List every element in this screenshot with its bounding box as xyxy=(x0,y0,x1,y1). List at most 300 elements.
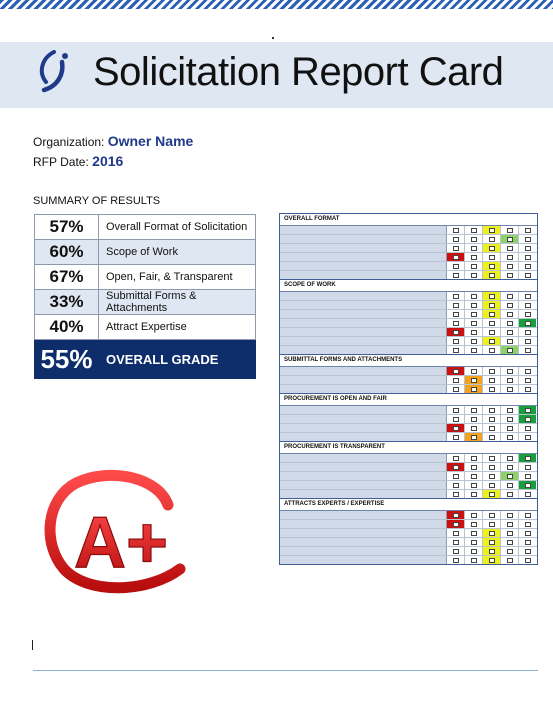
rating-cell xyxy=(465,301,483,309)
checklist-row xyxy=(280,346,537,354)
rating-cell-selected xyxy=(483,310,501,318)
rating-cell xyxy=(501,481,519,489)
criterion-text-blurred xyxy=(280,226,447,234)
rating-cell xyxy=(447,310,465,318)
checkbox-icon xyxy=(525,321,531,326)
checkbox-icon xyxy=(525,558,531,563)
checkbox-icon xyxy=(489,246,495,251)
checkbox-icon xyxy=(489,522,495,527)
checkbox-icon xyxy=(507,312,513,317)
rfp-date-label: RFP Date: xyxy=(33,155,89,169)
checkbox-icon xyxy=(507,273,513,278)
summary-percent: 57% xyxy=(35,215,99,240)
rating-cell xyxy=(465,244,483,252)
rating-cell xyxy=(483,472,501,480)
rating-cell-selected xyxy=(447,367,465,375)
checkbox-icon xyxy=(489,378,495,383)
rating-cell xyxy=(519,262,536,270)
criterion-text-blurred xyxy=(280,415,447,423)
checkbox-icon xyxy=(453,255,459,260)
checkbox-icon xyxy=(507,369,513,374)
checkbox-icon xyxy=(471,435,477,440)
rating-cell xyxy=(465,520,483,528)
checkbox-icon xyxy=(507,558,513,563)
criterion-text-blurred xyxy=(280,328,447,336)
checkbox-icon xyxy=(489,264,495,269)
checklist-row xyxy=(280,301,537,310)
checklist-row xyxy=(280,319,537,328)
checkbox-icon xyxy=(507,246,513,251)
checklist-section xyxy=(280,442,537,499)
checklist-row xyxy=(280,520,537,529)
checkbox-icon xyxy=(507,237,513,242)
checkbox-icon xyxy=(489,408,495,413)
criterion-text-blurred xyxy=(280,538,447,546)
checkbox-icon xyxy=(507,465,513,470)
checkbox-icon xyxy=(453,435,459,440)
checkbox-icon xyxy=(489,558,495,563)
checklist-section-title: PROCUREMENT IS TRANSPARENT xyxy=(280,442,537,454)
rating-cell xyxy=(501,226,519,234)
checkbox-icon xyxy=(453,321,459,326)
checklist-row xyxy=(280,262,537,271)
rating-cell xyxy=(501,415,519,423)
rating-cell xyxy=(483,454,501,462)
rating-cell xyxy=(447,262,465,270)
checkbox-icon xyxy=(507,348,513,353)
organization-label: Organization: xyxy=(33,135,105,149)
checkbox-icon xyxy=(507,549,513,554)
rating-cell xyxy=(519,490,536,498)
summary-table xyxy=(34,214,256,379)
checklist-row xyxy=(280,376,537,385)
rating-cell xyxy=(501,301,519,309)
rating-cell xyxy=(465,454,483,462)
checkbox-icon xyxy=(471,492,477,497)
checkbox-icon xyxy=(525,426,531,431)
checkbox-icon xyxy=(489,417,495,422)
checkbox-icon xyxy=(489,549,495,554)
checklist-row xyxy=(280,385,537,393)
rating-cell-selected xyxy=(519,415,536,423)
checkbox-icon xyxy=(525,417,531,422)
rating-cell xyxy=(501,406,519,414)
checklist-row xyxy=(280,556,537,564)
rating-cell xyxy=(501,376,519,384)
checkbox-icon xyxy=(453,246,459,251)
rating-cell xyxy=(519,538,536,546)
overall-percent: 55% xyxy=(35,340,99,379)
rating-cell xyxy=(501,328,519,336)
checkbox-icon xyxy=(507,456,513,461)
checkbox-icon xyxy=(507,513,513,518)
checkbox-icon xyxy=(453,513,459,518)
summary-label: Attract Expertise xyxy=(99,315,256,340)
criterion-text-blurred xyxy=(280,433,447,441)
overall-grade-row xyxy=(35,340,256,379)
checkbox-icon xyxy=(471,456,477,461)
rating-cell-selected xyxy=(447,520,465,528)
checkbox-icon xyxy=(507,474,513,479)
rating-cell xyxy=(519,235,536,243)
checkbox-icon xyxy=(489,492,495,497)
checkbox-icon xyxy=(489,339,495,344)
checkbox-icon xyxy=(471,408,477,413)
rating-cell-selected xyxy=(519,319,536,327)
rating-cell xyxy=(519,511,536,519)
summary-row xyxy=(35,290,256,315)
rating-cell-selected xyxy=(483,292,501,300)
rating-cell xyxy=(465,481,483,489)
rating-cell xyxy=(465,556,483,564)
rating-cell xyxy=(447,292,465,300)
rating-cell xyxy=(519,346,536,354)
rating-cell xyxy=(465,415,483,423)
rating-cell xyxy=(519,244,536,252)
checkbox-icon xyxy=(471,549,477,554)
checkbox-icon xyxy=(471,273,477,278)
rating-cell xyxy=(519,463,536,471)
checkbox-icon xyxy=(471,237,477,242)
checkbox-icon xyxy=(453,531,459,536)
checkbox-icon xyxy=(453,492,459,497)
checkbox-icon xyxy=(507,255,513,260)
criterion-text-blurred xyxy=(280,481,447,489)
rating-cell xyxy=(483,385,501,393)
checkbox-icon xyxy=(489,474,495,479)
organization-line xyxy=(33,133,193,149)
checklist-row xyxy=(280,310,537,319)
rating-cell xyxy=(501,253,519,261)
checklist-row xyxy=(280,328,537,337)
organization-value: Owner Name xyxy=(107,133,194,149)
text-cursor xyxy=(32,640,33,650)
rating-cell xyxy=(465,424,483,432)
checkbox-icon xyxy=(471,339,477,344)
checkbox-icon xyxy=(489,321,495,326)
checkbox-icon xyxy=(489,228,495,233)
rating-cell xyxy=(519,367,536,375)
checklist-row xyxy=(280,415,537,424)
checklist-row xyxy=(280,424,537,433)
checkbox-icon xyxy=(453,456,459,461)
checkbox-icon xyxy=(453,426,459,431)
rating-cell xyxy=(465,511,483,519)
summary-row xyxy=(35,315,256,340)
a-plus-grade-icon xyxy=(40,465,200,595)
checkbox-icon xyxy=(471,228,477,233)
rating-cell xyxy=(465,292,483,300)
checklist-row xyxy=(280,511,537,520)
rating-cell xyxy=(465,463,483,471)
criterion-text-blurred xyxy=(280,385,447,393)
checkbox-icon xyxy=(507,408,513,413)
checklist-row xyxy=(280,292,537,301)
checklist-section xyxy=(280,499,537,564)
checkbox-icon xyxy=(507,417,513,422)
bottom-rule xyxy=(33,670,538,671)
company-logo-icon xyxy=(32,48,76,94)
criterion-text-blurred xyxy=(280,547,447,555)
rating-cell xyxy=(465,319,483,327)
checkbox-icon xyxy=(453,294,459,299)
checkbox-icon xyxy=(507,387,513,392)
rating-cell xyxy=(501,538,519,546)
summary-row xyxy=(35,240,256,265)
rating-cell-selected xyxy=(483,556,501,564)
rating-cell-selected xyxy=(447,328,465,336)
checkbox-icon xyxy=(489,387,495,392)
rating-cell-selected xyxy=(483,226,501,234)
rating-cell-selected xyxy=(483,244,501,252)
checkbox-icon xyxy=(507,492,513,497)
summary-heading: SUMMARY OF RESULTS xyxy=(33,195,161,207)
summary-row xyxy=(35,215,256,240)
rating-cell xyxy=(501,310,519,318)
checkbox-icon xyxy=(525,465,531,470)
checklist-section xyxy=(280,394,537,442)
checkbox-icon xyxy=(453,378,459,383)
criterion-text-blurred xyxy=(280,472,447,480)
checkbox-icon xyxy=(471,540,477,545)
checkbox-icon xyxy=(507,522,513,527)
checkbox-icon xyxy=(471,531,477,536)
checkbox-icon xyxy=(453,408,459,413)
checkbox-icon xyxy=(471,522,477,527)
rating-cell xyxy=(519,226,536,234)
rating-cell xyxy=(483,328,501,336)
rating-cell xyxy=(519,472,536,480)
rating-cell-selected xyxy=(501,472,519,480)
rating-cell xyxy=(501,520,519,528)
checkbox-icon xyxy=(453,474,459,479)
rating-cell xyxy=(483,376,501,384)
rating-cell xyxy=(501,292,519,300)
checkbox-icon xyxy=(507,426,513,431)
rating-cell-selected xyxy=(447,511,465,519)
rating-cell xyxy=(447,376,465,384)
criterion-text-blurred xyxy=(280,253,447,261)
criterion-text-blurred xyxy=(280,271,447,279)
rating-cell xyxy=(447,472,465,480)
rating-cell-selected xyxy=(519,406,536,414)
summary-percent: 60% xyxy=(35,240,99,265)
checkbox-icon xyxy=(453,387,459,392)
checkbox-icon xyxy=(471,369,477,374)
checkbox-icon xyxy=(507,339,513,344)
rating-cell xyxy=(465,367,483,375)
rating-cell xyxy=(519,337,536,345)
checkbox-icon xyxy=(489,531,495,536)
checkbox-icon xyxy=(489,483,495,488)
checkbox-icon xyxy=(525,540,531,545)
rating-cell xyxy=(483,253,501,261)
checkbox-icon xyxy=(471,348,477,353)
checkbox-icon xyxy=(489,273,495,278)
rating-cell xyxy=(465,271,483,279)
rating-cell xyxy=(465,337,483,345)
rating-cell-selected xyxy=(501,235,519,243)
checklist-section xyxy=(280,280,537,355)
criterion-text-blurred xyxy=(280,463,447,471)
checklist-row xyxy=(280,244,537,253)
rating-cell xyxy=(483,319,501,327)
criterion-text-blurred xyxy=(280,406,447,414)
criterion-text-blurred xyxy=(280,424,447,432)
checkbox-icon xyxy=(453,549,459,554)
checkbox-icon xyxy=(525,522,531,527)
rating-cell xyxy=(465,262,483,270)
checklist-row xyxy=(280,481,537,490)
summary-label: Scope of Work xyxy=(99,240,256,265)
checklist-section xyxy=(280,214,537,280)
rating-cell xyxy=(447,481,465,489)
checkbox-icon xyxy=(525,312,531,317)
criterion-text-blurred xyxy=(280,367,447,375)
checkbox-icon xyxy=(471,312,477,317)
rating-cell-selected xyxy=(447,424,465,432)
checkbox-icon xyxy=(453,369,459,374)
rating-cell xyxy=(519,433,536,441)
checklist-row xyxy=(280,547,537,556)
checkbox-icon xyxy=(453,237,459,242)
checkbox-icon xyxy=(453,228,459,233)
rating-cell xyxy=(483,406,501,414)
rating-cell xyxy=(483,433,501,441)
checkbox-icon xyxy=(507,435,513,440)
checklist-row xyxy=(280,337,537,346)
rating-cell xyxy=(447,490,465,498)
checkbox-icon xyxy=(471,465,477,470)
rating-cell xyxy=(519,520,536,528)
rating-cell xyxy=(501,433,519,441)
rating-cell xyxy=(447,538,465,546)
summary-label: Open, Fair, & Transparent xyxy=(99,265,256,290)
checklist-section-title: OVERALL FORMAT xyxy=(280,214,537,226)
checkbox-icon xyxy=(525,378,531,383)
rating-cell-selected xyxy=(483,529,501,537)
rating-cell xyxy=(501,367,519,375)
rating-cell xyxy=(501,556,519,564)
checkbox-icon xyxy=(525,513,531,518)
checkbox-icon xyxy=(525,435,531,440)
rating-cell-selected xyxy=(447,463,465,471)
rating-cell xyxy=(447,454,465,462)
rating-cell xyxy=(447,244,465,252)
criterion-text-blurred xyxy=(280,490,447,498)
checkbox-icon xyxy=(489,465,495,470)
checkbox-icon xyxy=(471,255,477,260)
checkbox-icon xyxy=(471,330,477,335)
rating-cell xyxy=(447,556,465,564)
checklist-row xyxy=(280,253,537,262)
checkbox-icon xyxy=(489,255,495,260)
rating-cell xyxy=(501,511,519,519)
checkbox-icon xyxy=(489,513,495,518)
rating-cell-selected xyxy=(483,547,501,555)
checkbox-icon xyxy=(471,321,477,326)
page-title: Solicitation Report Card xyxy=(93,50,504,94)
checkbox-icon xyxy=(453,330,459,335)
rating-cell xyxy=(519,292,536,300)
rating-cell xyxy=(519,385,536,393)
checkbox-icon xyxy=(453,348,459,353)
rating-cell-selected xyxy=(519,454,536,462)
checkbox-icon xyxy=(525,294,531,299)
rating-cell xyxy=(447,346,465,354)
checkbox-icon xyxy=(507,483,513,488)
rating-cell xyxy=(465,346,483,354)
checkbox-icon xyxy=(525,264,531,269)
criterion-text-blurred xyxy=(280,529,447,537)
rating-cell xyxy=(447,235,465,243)
rating-cell xyxy=(519,301,536,309)
checkbox-icon xyxy=(489,348,495,353)
checkbox-icon xyxy=(453,483,459,488)
rating-cell xyxy=(447,385,465,393)
checklist-row xyxy=(280,463,537,472)
checkbox-icon xyxy=(453,522,459,527)
checkbox-icon xyxy=(525,408,531,413)
rating-cell xyxy=(447,301,465,309)
rfp-date-line xyxy=(33,153,123,169)
rating-cell xyxy=(519,328,536,336)
rating-cell xyxy=(465,490,483,498)
rating-cell xyxy=(519,529,536,537)
summary-row xyxy=(35,265,256,290)
checklist-section-title: SCOPE OF WORK xyxy=(280,280,537,292)
rating-cell-selected xyxy=(483,337,501,345)
rating-cell xyxy=(519,376,536,384)
rating-cell-selected xyxy=(465,376,483,384)
rating-cell xyxy=(519,424,536,432)
criterion-text-blurred xyxy=(280,454,447,462)
checkbox-icon xyxy=(489,540,495,545)
rating-cell-selected xyxy=(501,346,519,354)
criterion-text-blurred xyxy=(280,511,447,519)
checkbox-icon xyxy=(507,264,513,269)
checkbox-icon xyxy=(525,228,531,233)
checklist-row xyxy=(280,433,537,441)
criterion-text-blurred xyxy=(280,244,447,252)
checklist-section-title: SUBMITTAL FORMS AND ATTACHMENTS xyxy=(280,355,537,367)
checkbox-icon xyxy=(489,237,495,242)
rating-cell xyxy=(483,481,501,489)
criterion-text-blurred xyxy=(280,235,447,243)
rating-cell xyxy=(501,490,519,498)
rating-cell xyxy=(501,529,519,537)
rating-cell xyxy=(483,367,501,375)
checkbox-icon xyxy=(525,237,531,242)
checklist-row xyxy=(280,406,537,415)
rating-cell xyxy=(465,310,483,318)
rating-cell xyxy=(465,328,483,336)
rating-cell xyxy=(501,424,519,432)
checkbox-icon xyxy=(507,321,513,326)
rating-cell xyxy=(519,253,536,261)
rating-cell xyxy=(483,463,501,471)
checkbox-icon xyxy=(525,339,531,344)
rating-cell xyxy=(465,547,483,555)
checkbox-icon xyxy=(489,369,495,374)
checkbox-icon xyxy=(471,303,477,308)
rating-cell xyxy=(447,529,465,537)
rating-cell xyxy=(519,310,536,318)
rating-cell xyxy=(501,385,519,393)
summary-percent: 67% xyxy=(35,265,99,290)
criteria-checklist xyxy=(279,213,538,565)
rating-cell xyxy=(483,520,501,528)
